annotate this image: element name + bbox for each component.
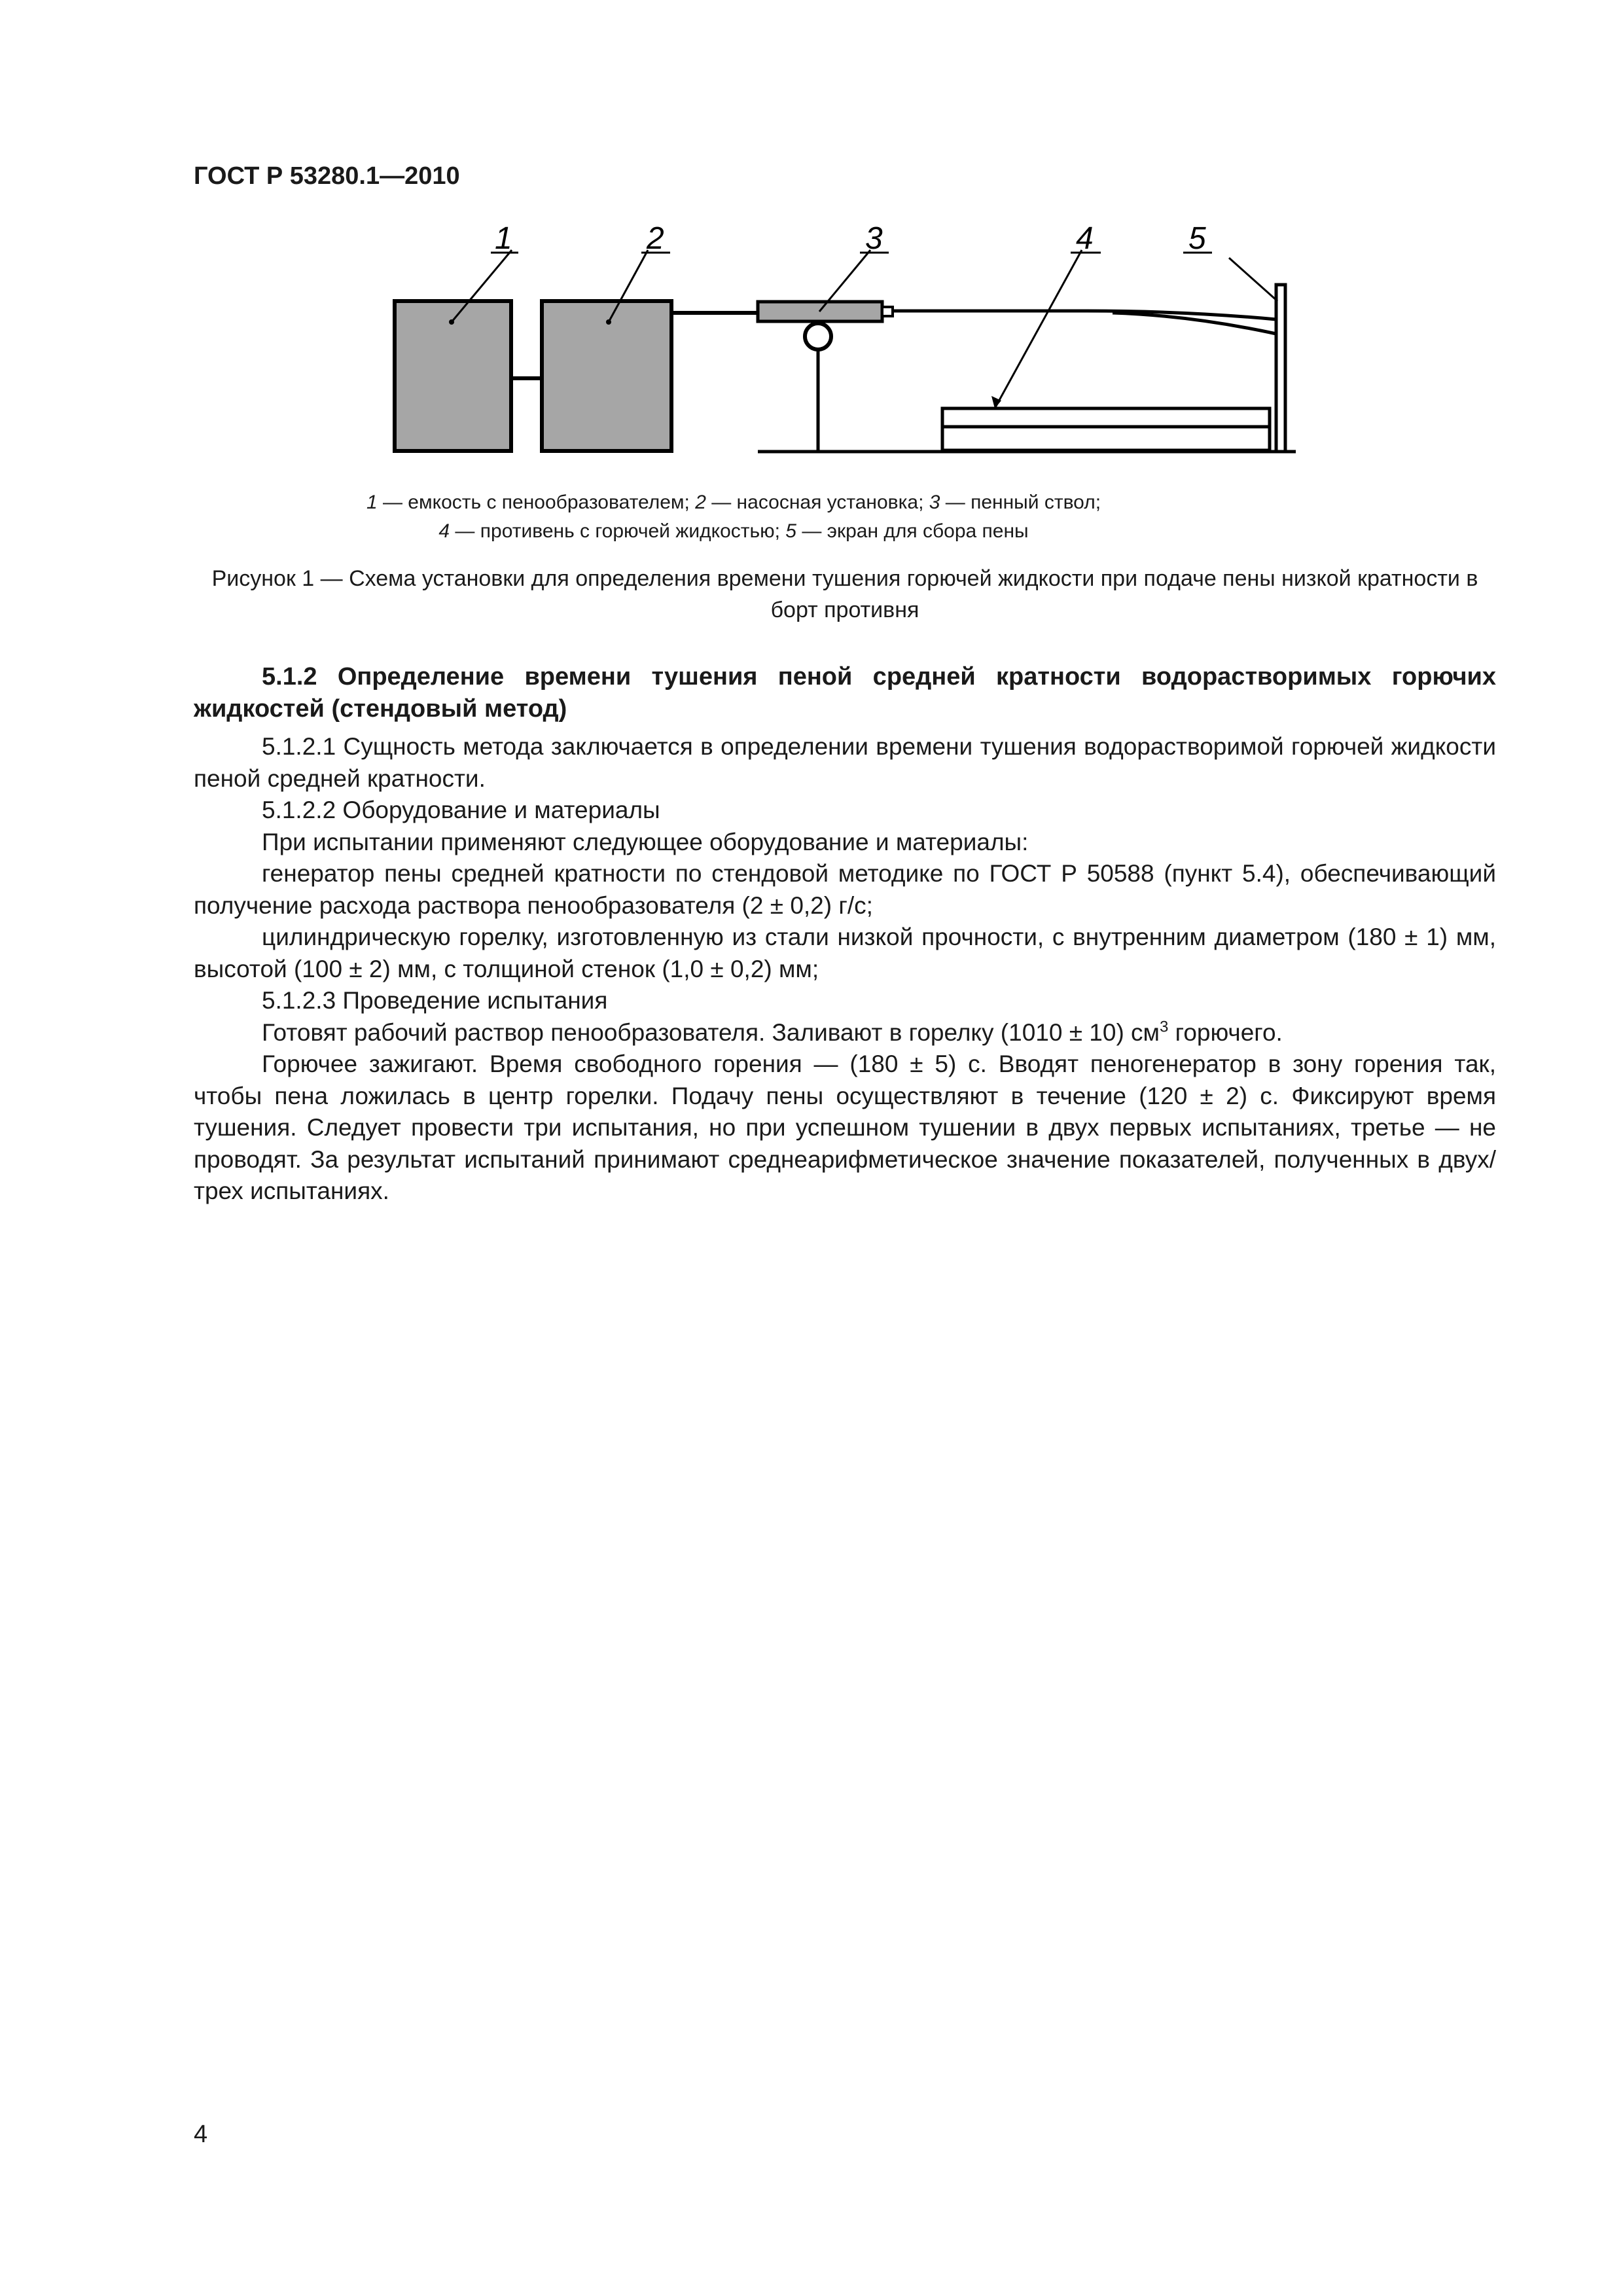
foam-screen (1276, 285, 1285, 452)
paragraph: При испытании применяют следующее оборудование и материалы: (262, 828, 1029, 855)
paragraph: 5.1.2.1 Сущность метода заключается в определении времени тушения водорастворимой горючей жидкости пеной средней кратности. (194, 733, 1496, 792)
paragraph: Горючее зажигают. Время свободного горения — (180 ± 5) с. Вводят пеногенератор в зону горения так, чтобы пена ложилась в центр горелки. Подачу пены осуществляют в течение (120 ± 2) с. Фиксируют время тушения. Следует провести три испытания, но при успешном тушении в двух первых испытаниях, третье — не проводят. За результат испытаний принимают среднеарифметическое значение показателей, полученных в двух/трех испытаниях. (194, 1050, 1496, 1204)
figure-legend (194, 488, 1274, 546)
nozzle-tip (882, 307, 893, 316)
nozzle-support-ring (805, 323, 831, 350)
figure-caption: Рисунок 1 — Схема установки для определения времени тушения горючей жидкости при подаче пены низкой кратности в борт противня (211, 566, 1478, 622)
document-header: ГОСТ Р 53280.1—2010 (194, 162, 460, 190)
paragraph: 5.1.2.2 Оборудование и материалы (262, 797, 660, 823)
label-1: 1 (495, 223, 512, 256)
paragraph: генератор пены средней кратности по стендовой методике по ГОСТ Р 50588 (пункт 5.4), обеспечивающий получение расхода раствора пенообразователя (2 ± 0,2) г/с; (194, 860, 1496, 919)
body-text (194, 661, 1496, 1208)
page-number: 4 (194, 2121, 208, 2148)
label-2: 2 (647, 223, 664, 256)
leader-5 (1229, 258, 1277, 301)
legend-line-2: 4 — противень с горючей жидкостью; 5 — экран для сбора пены (438, 520, 1029, 542)
label-5: 5 (1188, 223, 1206, 256)
fuel-tray-base (942, 427, 1270, 450)
foam-jet (893, 311, 1276, 319)
setup-diagram (366, 223, 1322, 471)
paragraph: 5.1.2.3 Проведение испытания (262, 987, 608, 1014)
legend-line-1: 1 — емкость с пенообразователем; 2 — насосная установка; 3 — пенный ствол; (366, 492, 1101, 513)
label-4: 4 (1076, 223, 1094, 256)
paragraph: цилиндрическую горелку, изготовленную из стали низкой прочности, с внутренним диаметром (180 ± 1) мм, высотой (100 ± 2) мм, с толщиной стенок (1,0 ± 0,2) мм; (194, 924, 1496, 982)
section-heading: 5.1.2 Определение времени тушения пеной средней кратности водорастворимых горючих жидкостей (стендовый метод) (194, 663, 1496, 723)
label-3: 3 (865, 223, 883, 256)
leader-4 (995, 250, 1082, 408)
fuel-tray (942, 408, 1270, 427)
paragraph: Готовят рабочий раствор пенообразователя. Заливают в горелку (1010 ± 10) $см^3$ горючего. (262, 1018, 1283, 1046)
